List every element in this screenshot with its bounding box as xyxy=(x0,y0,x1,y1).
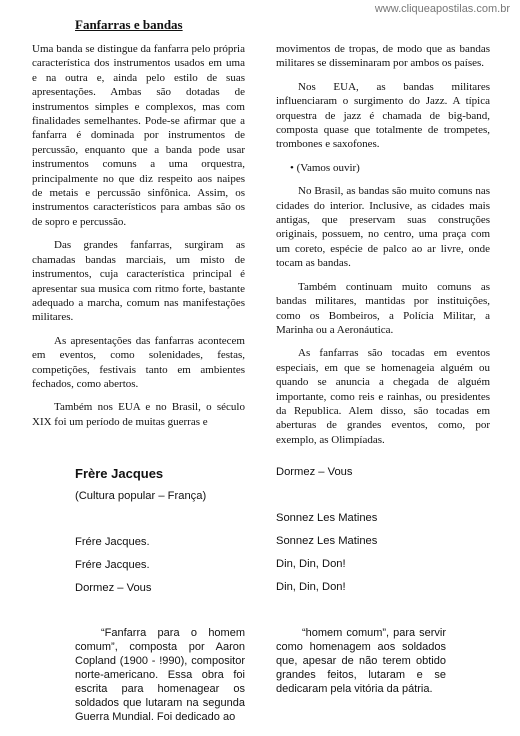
note-text: “Fanfarra para o homem comum”, composta por Aaron Copland (1900 - !990), compositor norte-americano. Essa obra foi escrita para homenagear os soldados que lutaram na segunda Guerra Mundial. Foi dedicado ao xyxy=(75,627,245,723)
paragraph: No Brasil, as bandas são muito comuns nas cidades do interior. Inclusive, as cidades mais antigas, que preservam suas construções originais, possuem, no centro, uma praça com um coreto, espécie de palco ao ar livre, onde tocam as bandas. xyxy=(276,185,490,270)
note-left xyxy=(75,626,245,724)
paragraph: Também continuam muito comuns as bandas militares, mantidas por instituições, como os Bombeiros, a Polícia Militar, a Marinha ou a Aeronáutica. xyxy=(276,280,490,336)
song-line: Dormez – Vous xyxy=(75,582,152,594)
song-line: Din, Din, Don! xyxy=(276,558,346,570)
song-line: Dormez – Vous xyxy=(276,466,353,478)
paragraph: As apresentações das fanfarras acontecem em eventos, como solenidades, festas, competições, festivais tanto em ambientes fechados, como abertos. xyxy=(32,334,245,390)
article-title: Fanfarras e bandas xyxy=(75,17,183,32)
song-line: Frére Jacques. xyxy=(75,559,150,571)
song-line: Din, Din, Don! xyxy=(276,581,346,593)
paragraph: Nos EUA, as bandas militares influenciaram o surgimento do Jazz. A típica orquestra de jazz é chamada de big-band, composta quase que totalmente de trompetes, trombones e saxofones. xyxy=(276,80,490,151)
paragraph: movimentos de tropas, de modo que as bandas militares se disseminaram por ambos os países. xyxy=(276,43,490,70)
article-right-column xyxy=(276,42,490,456)
song-subtitle: (Cultura popular – França) xyxy=(75,490,207,502)
bullet-item: • (Vamos ouvir) xyxy=(290,161,360,174)
paragraph: Das grandes fanfarras, surgiram as chamadas bandas marciais, um misto de instrumentos, cuja característica principal é apresentar sua musica com ritmo forte, bastante adequado a marcha, comum nas manifestações militares. xyxy=(32,239,245,324)
paragraph: As fanfarras são tocadas em eventos especiais, em que se homenageia alguém ou quando se anuncia a chegada de alguém importante, como reis e rainhas, ou presidentes da Republica. Alem disso, são tocadas em aberturas de grandes eventos, como, por exemplo, as Olimpíadas. xyxy=(276,347,490,446)
article-left-column xyxy=(32,42,245,438)
note-text: “homem comum”, para servir como homenagem aos soldados que, apesar de não terem obtido grandes feitos, lutaram e se dedicaram pela vitória da pátria. xyxy=(276,627,446,695)
song-line: Sonnez Les Matines xyxy=(276,535,378,547)
paragraph: Também nos EUA e no Brasil, o século XIX foi um período de muitas guerras e xyxy=(32,401,245,428)
song-title: Frère Jacques xyxy=(75,466,164,481)
paragraph: Uma banda se distingue da fanfarra pelo própria característica dos instrumentos usados em uma e na outra e, ainda pelo estilo de suas apresentações. Ambas são dotadas de instrumentos simples e complexos, mas com finalidades semelhantes. Pode-se afirmar que a fanfarra é dominada por instrumentos de percussão, enquanto que a banda pode usar instrumentos comuns a uma orquestra, principalmente no que diz respeito aos naipes de metais e percussão sinfônica. Assim, os instrumentos característicos para ambas são os de sopro e percussão. xyxy=(32,43,245,228)
song-line: Sonnez Les Matines xyxy=(276,512,378,524)
note-right xyxy=(276,626,446,696)
song-line: Frére Jacques. xyxy=(75,536,150,548)
site-watermark: www.cliqueapostilas.com.br xyxy=(374,3,510,15)
